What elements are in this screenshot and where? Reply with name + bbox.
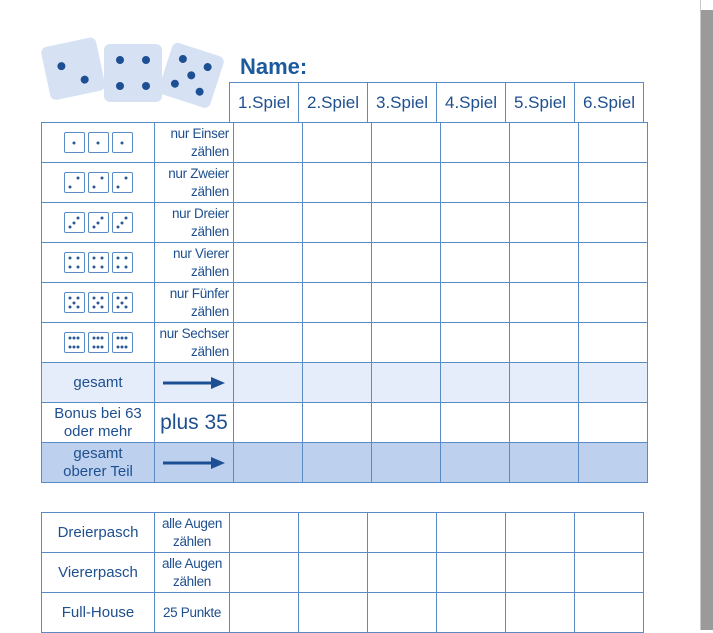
lower-0-score-game-3[interactable] (368, 513, 437, 553)
upper-section-total-score-game-5[interactable] (510, 443, 579, 483)
die-six-icon (112, 332, 133, 353)
upper-three-score-game-2[interactable] (303, 203, 372, 243)
upper-section-total-score-game-2[interactable] (303, 443, 372, 483)
upper-section-table (41, 122, 648, 483)
lower-row-rule (155, 513, 230, 553)
die-five-icon (64, 292, 85, 313)
die-three-icon (88, 212, 109, 233)
upper-section-total-score-game-1[interactable] (234, 443, 303, 483)
rule-line-2: zählen (173, 533, 211, 549)
bonus-line-2: oder mehr (63, 422, 133, 440)
upper-two-score-game-6[interactable] (579, 163, 648, 203)
name-label: Name: (240, 54, 308, 79)
lower-0-score-game-6[interactable] (575, 513, 644, 553)
upper-total-score-game-3[interactable] (372, 363, 441, 403)
bonus-score-game-1[interactable] (234, 403, 303, 443)
upper-three-score-game-5[interactable] (510, 203, 579, 243)
upper-three-score-game-4[interactable] (441, 203, 510, 243)
dice-illustration (42, 163, 155, 203)
upper-one-score-game-5[interactable] (510, 123, 579, 163)
lower-row-viererpasch (42, 553, 644, 593)
dice-illustration (42, 203, 155, 243)
dice-illustration (42, 123, 155, 163)
upper-total-line-2: oberer Teil (63, 462, 133, 480)
total-label: gesamt (42, 363, 155, 403)
upper-total-score-game-4[interactable] (441, 363, 510, 403)
upper-row-rule (155, 283, 234, 323)
game-header-2: 2.Spiel (299, 83, 368, 123)
lower-0-score-game-4[interactable] (437, 513, 506, 553)
upper-total-score-game-6[interactable] (579, 363, 648, 403)
upper-two-score-game-5[interactable] (510, 163, 579, 203)
rule-line-1: nur Dreier (171, 205, 229, 221)
rule-line-1: nur Vierer (172, 245, 229, 261)
upper-row-sixs (42, 323, 648, 363)
rule-line-2: zählen (191, 183, 229, 199)
bonus-score-game-4[interactable] (441, 403, 510, 443)
game-header-1: 1.Spiel (230, 83, 299, 123)
rule-line-1: alle Augen (161, 555, 223, 571)
game-header-row (229, 82, 644, 123)
upper-six-score-game-2[interactable] (303, 323, 372, 363)
upper-section-total-score-game-6[interactable] (579, 443, 648, 483)
rule-line-1: 25 Punkte (162, 604, 222, 620)
rule-line-1: nur Einser (170, 125, 229, 141)
die-one-icon (112, 132, 133, 153)
die-four-icon (88, 252, 109, 273)
lower-row-rule (155, 553, 230, 593)
upper-four-score-game-5[interactable] (510, 243, 579, 283)
upper-five-score-game-1[interactable] (234, 283, 303, 323)
upper-two-score-game-2[interactable] (303, 163, 372, 203)
upper-section-total-row (42, 443, 648, 483)
bonus-score-game-6[interactable] (579, 403, 648, 443)
arrow-right-icon (155, 363, 234, 403)
lower-row-name: Viererpasch (42, 553, 155, 593)
upper-one-score-game-3[interactable] (372, 123, 441, 163)
upper-row-rule (155, 203, 234, 243)
upper-three-score-game-3[interactable] (372, 203, 441, 243)
bonus-label (42, 403, 155, 443)
upper-row-rule (155, 243, 234, 283)
rule-line-2: zählen (191, 223, 229, 239)
rule-line-1: nur Sechser (159, 325, 229, 341)
bonus-line-1: Bonus bei 63 (54, 404, 142, 422)
upper-six-score-game-5[interactable] (510, 323, 579, 363)
upper-section-total-score-game-4[interactable] (441, 443, 510, 483)
lower-row-rule (155, 593, 230, 633)
die-four-icon (112, 252, 133, 273)
upper-four-score-game-1[interactable] (234, 243, 303, 283)
game-header-6: 6.Spiel (575, 83, 644, 123)
upper-six-score-game-1[interactable] (234, 323, 303, 363)
arrow-right-icon (155, 443, 234, 483)
lower-1-score-game-5[interactable] (506, 553, 575, 593)
upper-three-score-game-6[interactable] (579, 203, 648, 243)
lower-row-dreierpasch (42, 513, 644, 553)
lower-0-score-game-1[interactable] (230, 513, 299, 553)
die-five-icon (112, 292, 133, 313)
die-two-icon (112, 172, 133, 193)
lower-row-full-house (42, 593, 644, 633)
upper-total-line-1: gesamt (73, 444, 123, 462)
rule-line-1: nur Zweier (168, 165, 229, 181)
dice-illustration (42, 283, 155, 323)
upper-section-total-label (42, 443, 155, 483)
upper-five-score-game-5[interactable] (510, 283, 579, 323)
upper-row-rule (155, 163, 234, 203)
dice-illustration (42, 323, 155, 363)
upper-total-score-game-2[interactable] (303, 363, 372, 403)
upper-five-score-game-3[interactable] (372, 283, 441, 323)
rule-line-2: zählen (191, 143, 229, 159)
lower-1-score-game-6[interactable] (575, 553, 644, 593)
die-three-icon (64, 212, 85, 233)
upper-row-rule (155, 123, 234, 163)
lower-2-score-game-1[interactable] (230, 593, 299, 633)
die-five-icon (88, 292, 109, 313)
game-header-5: 5.Spiel (506, 83, 575, 123)
die-six-icon (64, 332, 85, 353)
upper-section-total-score-game-3[interactable] (372, 443, 441, 483)
upper-row-rule (155, 323, 234, 363)
upper-four-score-game-6[interactable] (579, 243, 648, 283)
upper-two-score-game-1[interactable] (234, 163, 303, 203)
upper-row-threes (42, 203, 648, 243)
die-three-icon (112, 212, 133, 233)
die-two-icon (64, 172, 85, 193)
bonus-row (42, 403, 648, 443)
rule-line-2: zählen (191, 303, 229, 319)
rule-line-1: alle Augen (161, 515, 223, 531)
bonus-score-game-3[interactable] (372, 403, 441, 443)
upper-total-score-game-5[interactable] (510, 363, 579, 403)
die-six-icon (88, 332, 109, 353)
lower-row-name: Full-House (42, 593, 155, 633)
lower-1-score-game-2[interactable] (299, 553, 368, 593)
lower-2-score-game-6[interactable] (575, 593, 644, 633)
upper-six-score-game-3[interactable] (372, 323, 441, 363)
upper-two-score-game-4[interactable] (441, 163, 510, 203)
upper-row-fours (42, 243, 648, 283)
lower-1-score-game-3[interactable] (368, 553, 437, 593)
die-one-icon (64, 132, 85, 153)
lower-2-score-game-2[interactable] (299, 593, 368, 633)
lower-1-score-game-4[interactable] (437, 553, 506, 593)
upper-four-score-game-2[interactable] (303, 243, 372, 283)
lower-2-score-game-4[interactable] (437, 593, 506, 633)
die-four-icon (64, 252, 85, 273)
upper-three-score-game-1[interactable] (234, 203, 303, 243)
upper-four-score-game-3[interactable] (372, 243, 441, 283)
upper-four-score-game-4[interactable] (441, 243, 510, 283)
rule-line-2: zählen (191, 343, 229, 359)
upper-five-score-game-4[interactable] (441, 283, 510, 323)
rule-line-2: zählen (191, 263, 229, 279)
game-header-4: 4.Spiel (437, 83, 506, 123)
upper-five-score-game-2[interactable] (303, 283, 372, 323)
game-header-3: 3.Spiel (368, 83, 437, 123)
lower-2-score-game-5[interactable] (506, 593, 575, 633)
upper-six-score-game-6[interactable] (579, 323, 648, 363)
upper-total-score-game-1[interactable] (234, 363, 303, 403)
upper-row-fives (42, 283, 648, 323)
lower-section-table (41, 512, 644, 633)
lower-2-score-game-3[interactable] (368, 593, 437, 633)
rule-line-2: zählen (173, 573, 211, 589)
upper-one-score-game-1[interactable] (234, 123, 303, 163)
upper-six-score-game-4[interactable] (441, 323, 510, 363)
rule-line-1: nur Fünfer (169, 285, 229, 301)
die-two-icon (88, 172, 109, 193)
upper-row-twos (42, 163, 648, 203)
bonus-value: plus 35 (155, 403, 234, 443)
dice-illustration (42, 243, 155, 283)
die-one-icon (88, 132, 109, 153)
upper-two-score-game-3[interactable] (372, 163, 441, 203)
dice-logo-icon (40, 30, 230, 110)
lower-1-score-game-1[interactable] (230, 553, 299, 593)
lower-0-score-game-5[interactable] (506, 513, 575, 553)
upper-five-score-game-6[interactable] (579, 283, 648, 323)
upper-total-row (42, 363, 648, 403)
upper-one-score-game-4[interactable] (441, 123, 510, 163)
lower-0-score-game-2[interactable] (299, 513, 368, 553)
upper-row-ones (42, 123, 648, 163)
bonus-score-game-5[interactable] (510, 403, 579, 443)
upper-one-score-game-6[interactable] (579, 123, 648, 163)
bonus-score-game-2[interactable] (303, 403, 372, 443)
upper-one-score-game-2[interactable] (303, 123, 372, 163)
lower-row-name: Dreierpasch (42, 513, 155, 553)
